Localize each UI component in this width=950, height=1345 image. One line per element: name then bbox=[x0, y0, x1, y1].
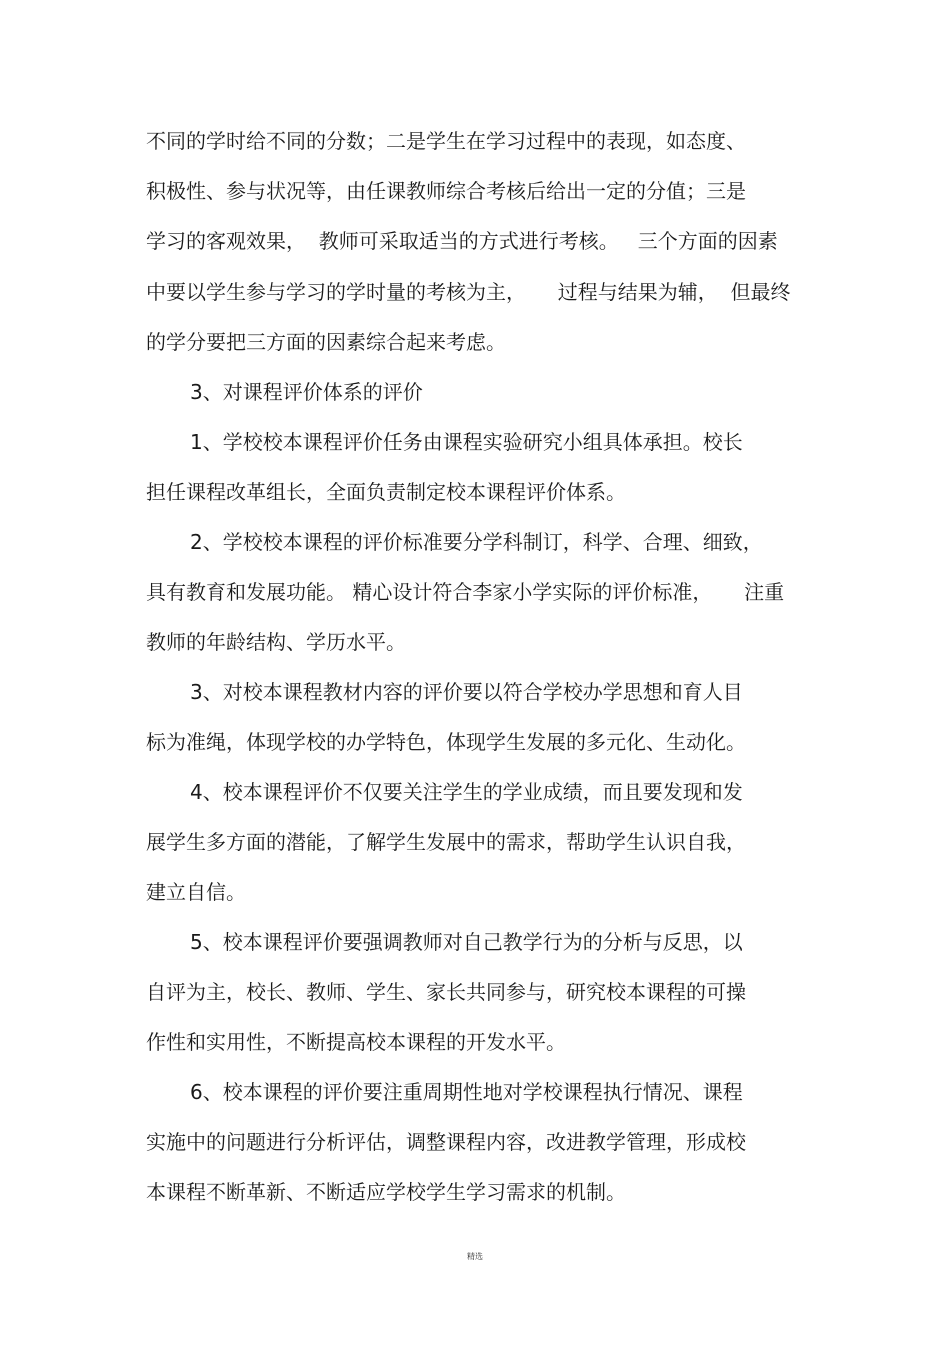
page-footer: 精选 bbox=[467, 1252, 483, 1261]
text-line: 的学分要把三方面的因素综合起来考虑。 bbox=[146, 330, 506, 354]
text-line: 学习的客观效果， 教师可采取适当的方式进行考核。 三个方面的因素 bbox=[146, 229, 778, 253]
text-line: 3、对校本课程教材内容的评价要以符合学校办学思想和育人目 bbox=[190, 680, 743, 704]
text-line: 中要以学生参与学习的学时量的考核为主， 过程与结果为辅， 但最终 bbox=[146, 280, 791, 304]
text-line: 6、校本课程的评价要注重周期性地对学校课程执行情况、课程 bbox=[190, 1080, 743, 1104]
text-line: 作性和实用性，不断提高校本课程的开发水平。 bbox=[146, 1030, 566, 1054]
text-line: 2、学校校本课程的评价标准要分学科制订，科学、合理、细致， bbox=[190, 530, 763, 554]
text-line: 5、校本课程评价要强调教师对自己教学行为的分析与反思，以 bbox=[190, 930, 743, 954]
text-line: 展学生多方面的潜能，了解学生发展中的需求，帮助学生认识自我， bbox=[146, 830, 746, 854]
text-line: 4、校本课程评价不仅要关注学生的学业成绩，而且要发现和发 bbox=[190, 780, 743, 804]
text-line: 1、学校校本课程评价任务由课程实验研究小组具体承担。校长 bbox=[190, 430, 743, 454]
text-line: 担任课程改革组长，全面负责制定校本课程评价体系。 bbox=[146, 480, 626, 504]
text-line: 标为准绳，体现学校的办学特色，体现学生发展的多元化、生动化。 bbox=[146, 730, 746, 754]
section-heading: 3、对课程评价体系的评价 bbox=[190, 380, 423, 404]
text-line: 自评为主，校长、教师、学生、家长共同参与，研究校本课程的可操 bbox=[146, 980, 746, 1004]
text-line: 不同的学时给不同的分数；二是学生在学习过程中的表现，如态度、 bbox=[146, 129, 746, 153]
text-line: 实施中的问题进行分析评估，调整课程内容，改进教学管理，形成校 bbox=[146, 1130, 746, 1154]
text-line: 积极性、参与状况等，由任课教师综合考核后给出一定的分值；三是 bbox=[146, 179, 746, 203]
text-line: 具有教育和发展功能。 精心设计符合李家小学实际的评价标准， 注重 bbox=[146, 580, 785, 604]
text-line: 本课程不断革新、不断适应学校学生学习需求的机制。 bbox=[146, 1180, 626, 1204]
text-line: 建立自信。 bbox=[146, 880, 246, 904]
text-line: 教师的年龄结构、学历水平。 bbox=[146, 630, 406, 654]
